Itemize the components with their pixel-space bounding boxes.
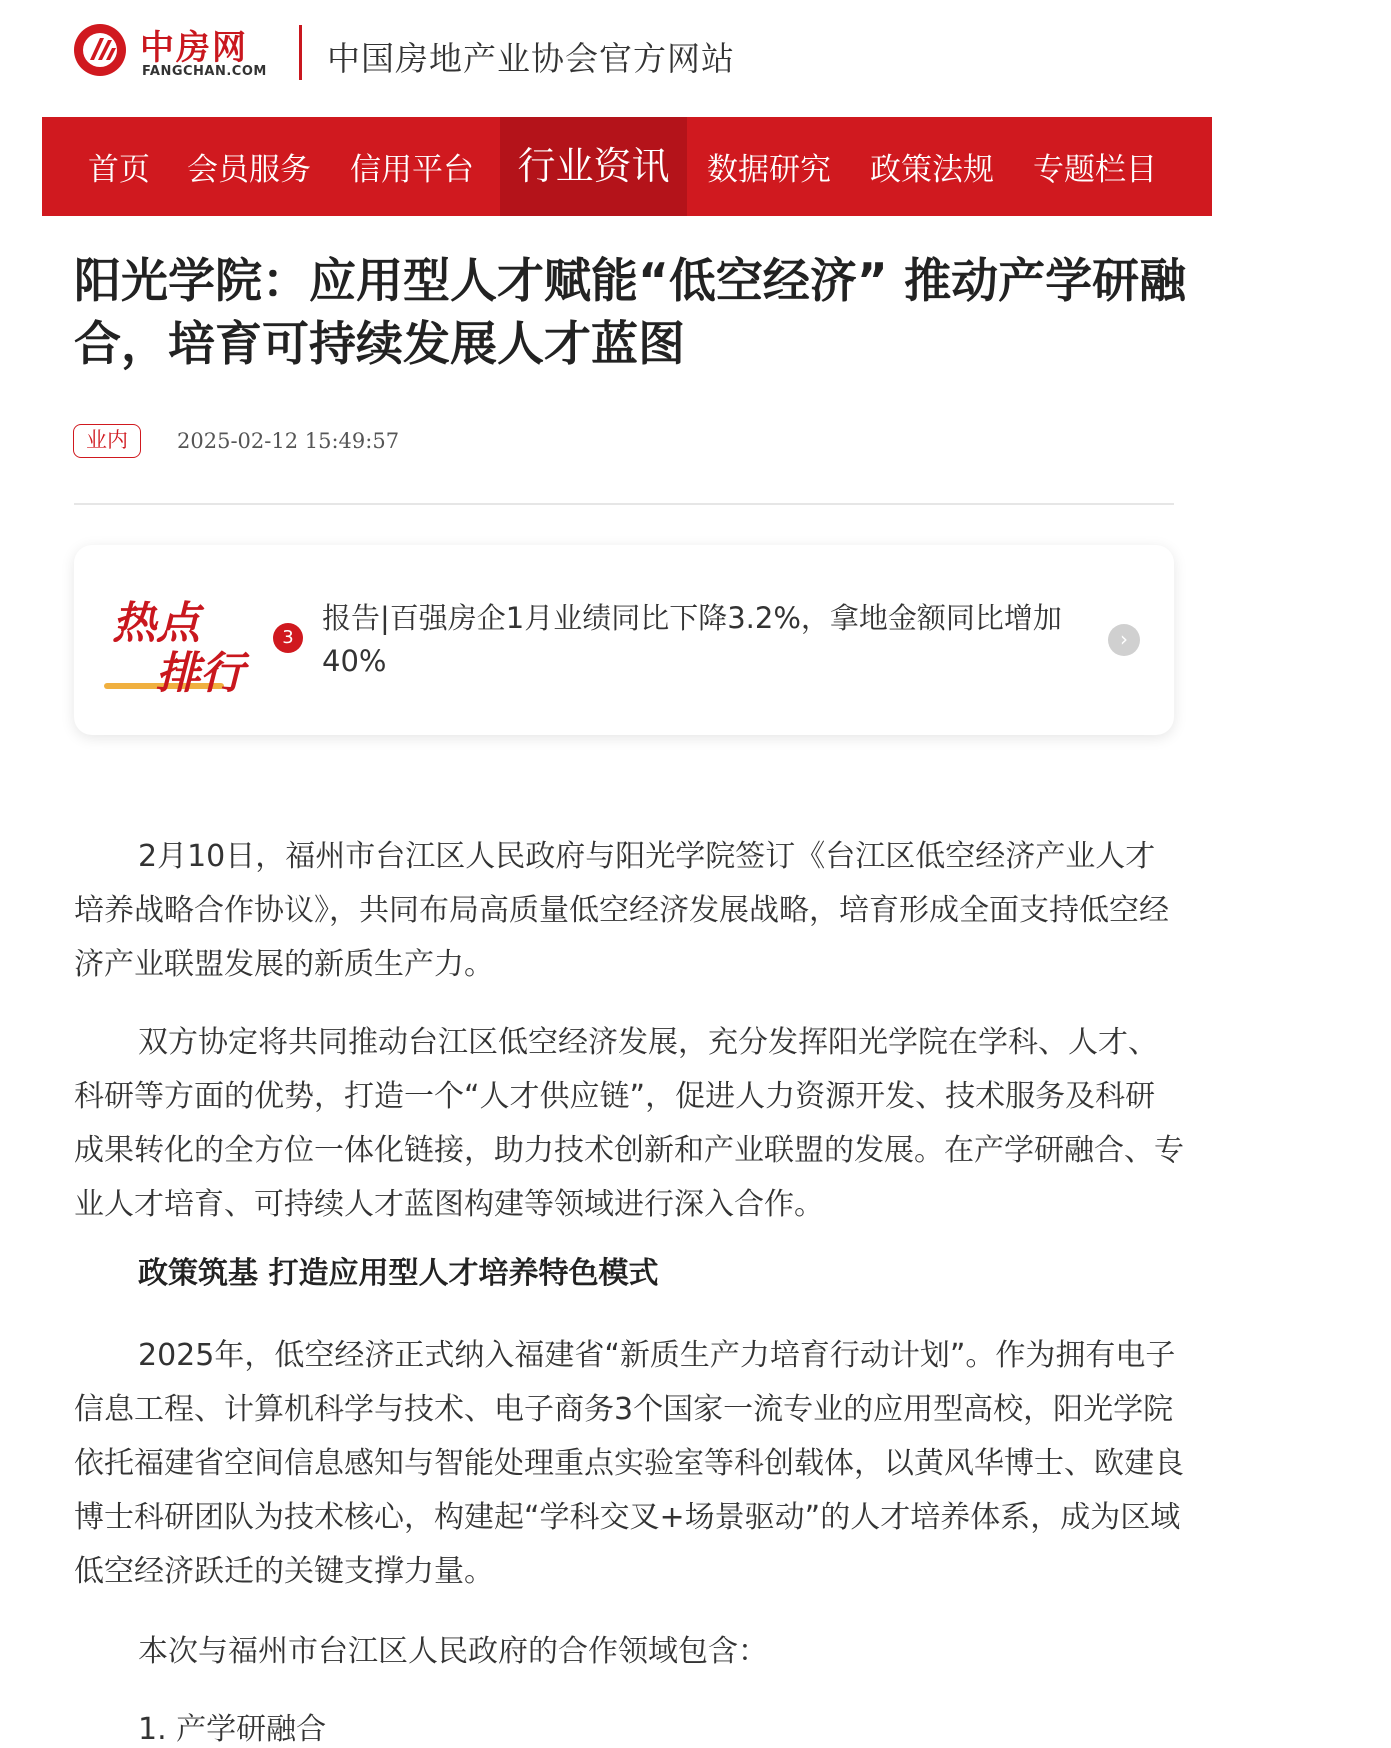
nav-item-data-research[interactable]: 数据研究 (707, 152, 831, 188)
hot-ranking-logo-line1: 热点 (112, 598, 200, 649)
hot-ranking-logo-line2: 排行 (156, 648, 244, 699)
nav-item-member-services[interactable]: 会员服务 (187, 152, 311, 188)
main-nav (42, 117, 1212, 216)
article-subheading: 政策筑基 打造应用型人才培养特色模式 (138, 1256, 659, 1291)
hot-ranking-card[interactable] (74, 545, 1174, 735)
rank-badge: 3 (273, 623, 303, 653)
logo-wordmark-cn[interactable]: 中房网 (140, 28, 248, 68)
divider (74, 503, 1174, 505)
logo-wordmark-en[interactable]: FANGCHAN.COM (142, 64, 267, 79)
nav-item-home[interactable]: 首页 (88, 152, 150, 188)
article-paragraph: 本次与福州市台江区人民政府的合作领域包含： (138, 1634, 768, 1669)
site-title: 中国房地产业协会官方网站 (327, 39, 735, 78)
logo-divider (299, 25, 302, 80)
hot-headline-link[interactable]: 报告|百强房企1月业绩同比下降3.2%，拿地金额同比增加40% (322, 601, 1062, 678)
site-header (0, 0, 1391, 115)
nav-item-credit-platform[interactable]: 信用平台 (350, 152, 474, 188)
article-paragraph: 2月10日，福州市台江区人民政府与阳光学院签订《台江区低空经济产业人才培养战略合作协议》，共同布局高质量低空经济发展战略，培育形成全面支持低空经济产业联盟发展的新质生产力。 (74, 839, 1169, 982)
chevron-right-icon[interactable]: › (1108, 624, 1140, 656)
hot-ranking-logo (104, 585, 244, 699)
article-title: 阳光学院：应用型人才赋能“低空经济” 推动产学研融合，培育可持续发展人才蓝图 (74, 254, 1187, 372)
article-paragraph: 2025年，低空经济正式纳入福建省“新质生产力培育行动计划”。作为拥有电子信息工程、计算机科学与技术、电子商务3个国家一流专业的应用型高校，阳光学院依托福建省空间信息感知与智能处理重点实验室等科创载体，以黄风华博士、欧建良博士科研团队为技术核心，构建起“学科交叉+场景驱动”的人才培养体系，成为区域低空经济跃迁的关键支撑力量。 (74, 1338, 1184, 1589)
nav-item-special-topics[interactable]: 专题栏目 (1033, 152, 1157, 188)
category-tag[interactable]: 业内 (73, 424, 141, 458)
fangchan-logo-icon[interactable] (72, 22, 128, 78)
publish-date: 2025-02-12 15:49:57 (177, 429, 400, 453)
nav-item-industry-news[interactable]: 行业资讯 (500, 117, 687, 216)
nav-item-policy-regulations[interactable]: 政策法规 (870, 152, 994, 188)
article-paragraph: 双方协定将共同推动台江区低空经济发展，充分发挥阳光学院在学科、人才、科研等方面的优势，打造一个“人才供应链”，促进人力资源开发、技术服务及科研成果转化的全方位一体化链接，助力技术创新和产业联盟的发展。在产学研融合、专业人才培育、可持续人才蓝图构建等领域进行深入合作。 (74, 1025, 1184, 1222)
article-list-item: 1. 产学研融合 (138, 1712, 327, 1747)
